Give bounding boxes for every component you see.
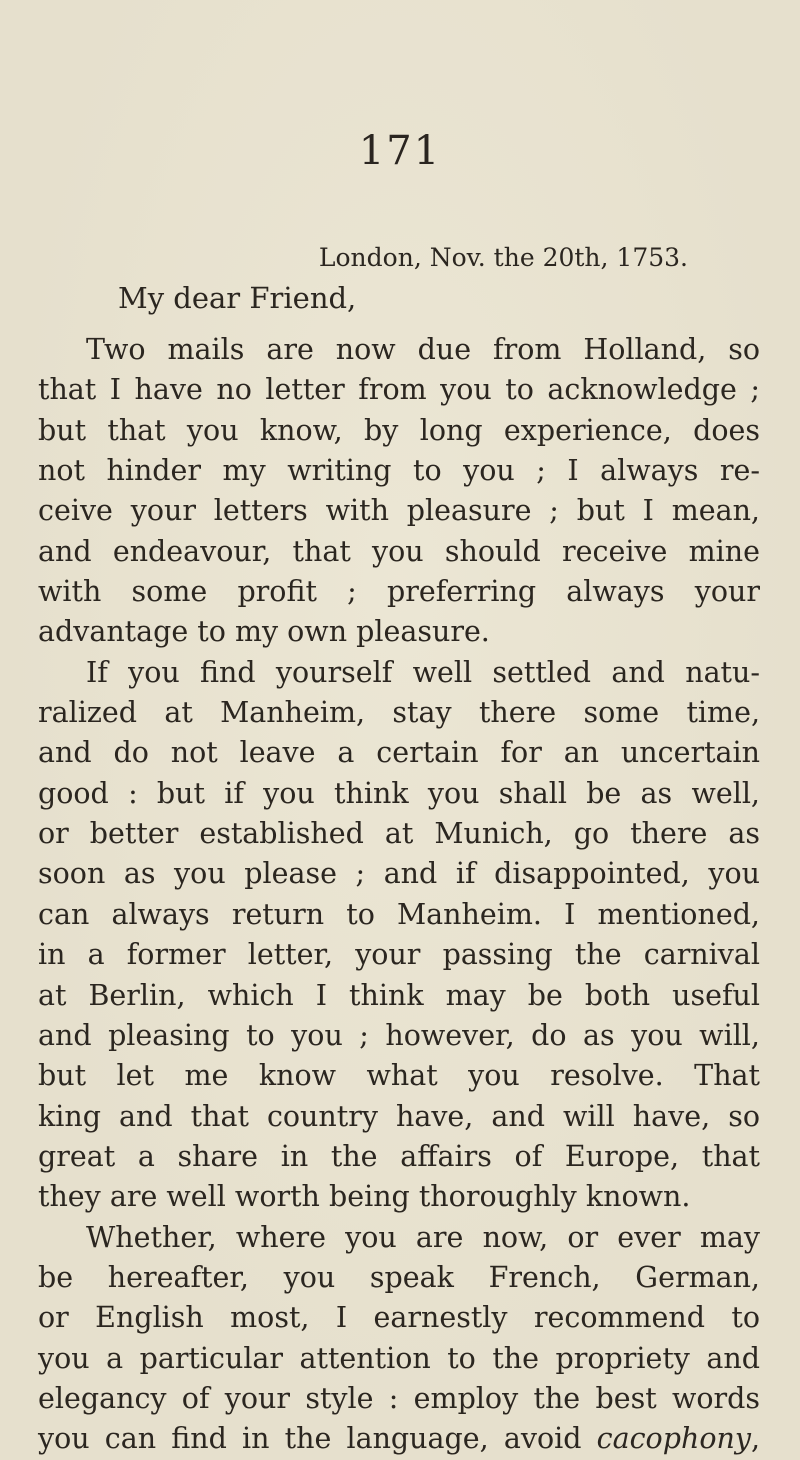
page-number: 171	[358, 128, 442, 174]
body-line: but let me know what you resolve. That	[38, 1059, 760, 1093]
body-line: elegancy of your style : employ the best words	[38, 1381, 760, 1415]
body-line: not hinder my writing to you ; I always re-	[38, 454, 760, 488]
body-line-text: you can find in the language, avoid	[38, 1422, 582, 1456]
body-line: or English most, I earnestly recommend to	[38, 1301, 760, 1335]
body-line: in a former letter, your passing the carnival	[38, 938, 760, 972]
body-line: Whether, where you are now, or ever may	[86, 1220, 760, 1254]
body-line: If you find yourself well settled and natu-	[86, 655, 760, 689]
body-line: that I have no letter from you to acknowledge ;	[38, 373, 760, 407]
body-line: be hereafter, you speak French, German,	[38, 1260, 760, 1294]
body-line: can always return to Manheim. I mentioned,	[38, 897, 760, 931]
trailing-punctuation: ,	[750, 1422, 760, 1456]
body-line-final	[38, 1419, 760, 1459]
body-line: ceive your letters with pleasure ; but I mean,	[38, 494, 760, 528]
body-line: but that you know, by long experience, does	[38, 413, 760, 447]
body-line: king and that country have, and will have, so	[38, 1099, 760, 1133]
body-line: and do not leave a certain for an uncertain	[38, 736, 760, 770]
body-line: or better established at Munich, go there as	[38, 817, 760, 851]
letter-salutation: My dear Friend,	[118, 281, 357, 315]
body-line: and endeavour, that you should receive mine	[38, 534, 760, 568]
body-line: advantage to my own pleasure.	[38, 615, 490, 649]
body-line: ralized at Manheim, stay there some time,	[38, 696, 760, 730]
letter-dateline: London, Nov. the 20th, 1753.	[318, 243, 688, 272]
letter-body	[38, 330, 760, 1460]
body-line: at Berlin, which I think may be both useful	[38, 978, 760, 1012]
body-line: great a share in the affairs of Europe, that	[38, 1139, 760, 1173]
body-line: and pleasing to you ; however, do as you will,	[38, 1018, 760, 1052]
body-line: good : but if you think you shall be as well,	[38, 776, 760, 810]
body-line: Two mails are now due from Holland, so	[86, 333, 760, 366]
body-line: soon as you please ; and if disappointed, you	[38, 857, 760, 891]
body-line: they are well worth being thoroughly known.	[38, 1180, 691, 1214]
body-line: you a particular attention to the propriety and	[38, 1341, 760, 1375]
italic-word: cacophony	[596, 1422, 751, 1456]
body-line: with some profit ; preferring always your	[38, 575, 760, 609]
